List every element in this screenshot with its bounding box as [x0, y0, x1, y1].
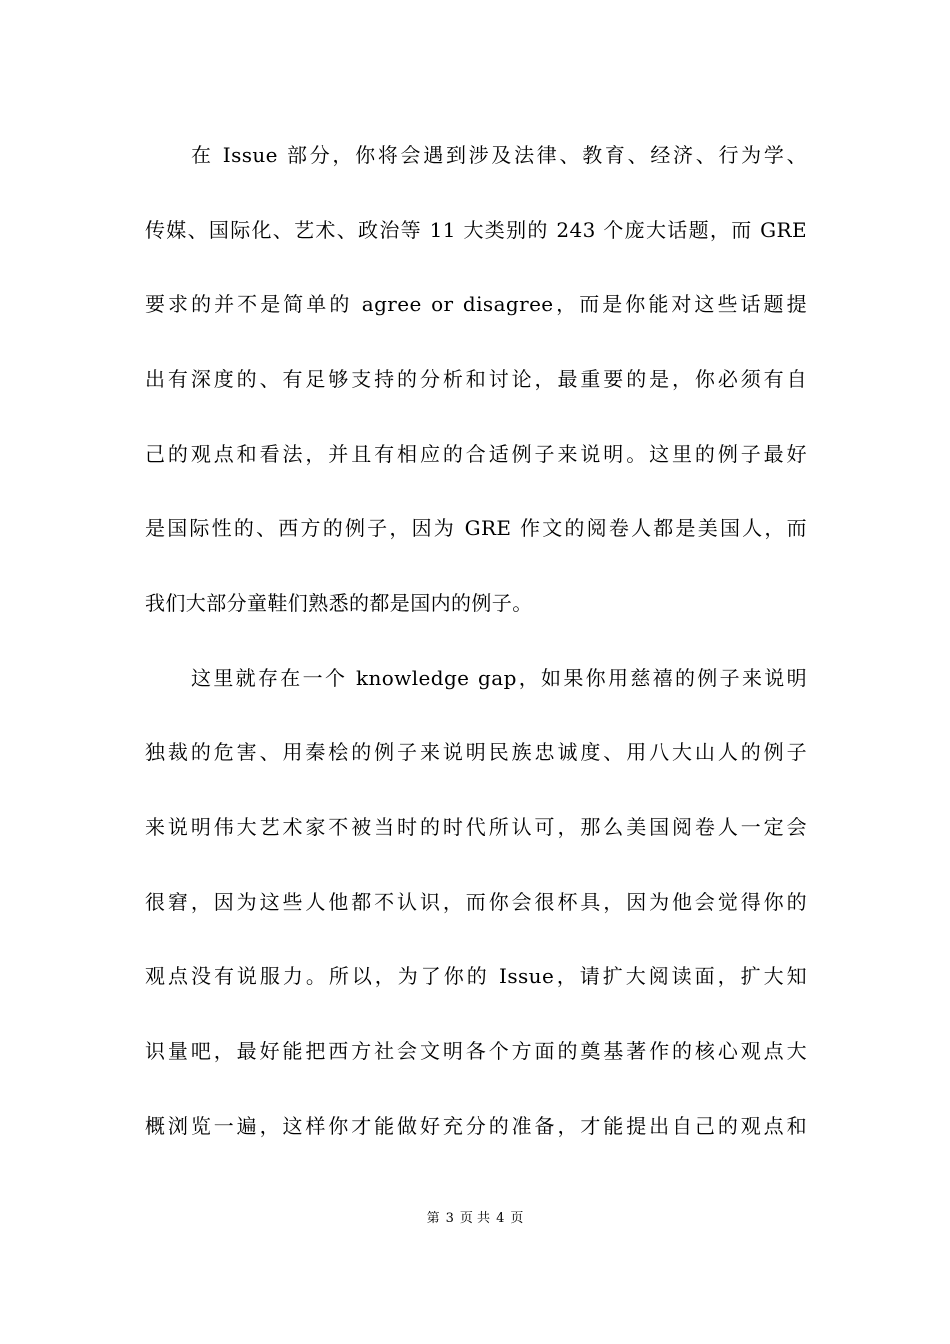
total-pages: 4 [496, 1211, 505, 1226]
text-line: 概浏览一遍，这样你才能做好充分的准备，才能提出自己的观点和 [145, 1114, 807, 1138]
text-line: 传媒、国际化、艺术、政治等 11 大类别的 243 个庞大话题，而 GRE [145, 218, 807, 242]
text-line: 来说明伟大艺术家不被当时的时代所认可，那么美国阅卷人一定会 [145, 815, 807, 839]
text-line: 己的观点和看法，并且有相应的合适例子来说明。这里的例子最好 [145, 442, 807, 466]
text-line: 在 Issue 部分，你将会遇到涉及法律、教育、经济、行为学、 [191, 143, 807, 167]
footer-prefix: 第 [426, 1211, 440, 1226]
text-line: 观点没有说服力。所以，为了你的 Issue，请扩大阅读面，扩大知 [145, 964, 807, 988]
text-line: 很窘，因为这些人他都不认识，而你会很杯具，因为他会觉得你的 [145, 890, 807, 914]
page-footer [0, 1211, 950, 1227]
text-line: 是国际性的、西方的例子，因为 GRE 作文的阅卷人都是美国人，而 [145, 516, 807, 540]
text-line: 我们大部分童鞋们熟悉的都是国内的例子。 [145, 591, 533, 615]
text-line: 出有深度的、有足够支持的分析和讨论，最重要的是，你必须有自 [145, 367, 807, 391]
footer-suffix: 页 [510, 1211, 524, 1226]
footer-middle: 页 共 [459, 1211, 491, 1226]
text-line: 要求的并不是简单的 agree or disagree，而是你能对这些话题提 [145, 292, 807, 316]
text-line: 识量吧，最好能把西方社会文明各个方面的奠基著作的核心观点大 [145, 1039, 807, 1063]
text-line: 独裁的危害、用秦桧的例子来说明民族忠诚度、用八大山人的例子 [145, 740, 807, 764]
page-number: 3 [445, 1211, 454, 1226]
text-line: 这里就存在一个 knowledge gap，如果你用慈禧的例子来说明 [191, 666, 807, 690]
